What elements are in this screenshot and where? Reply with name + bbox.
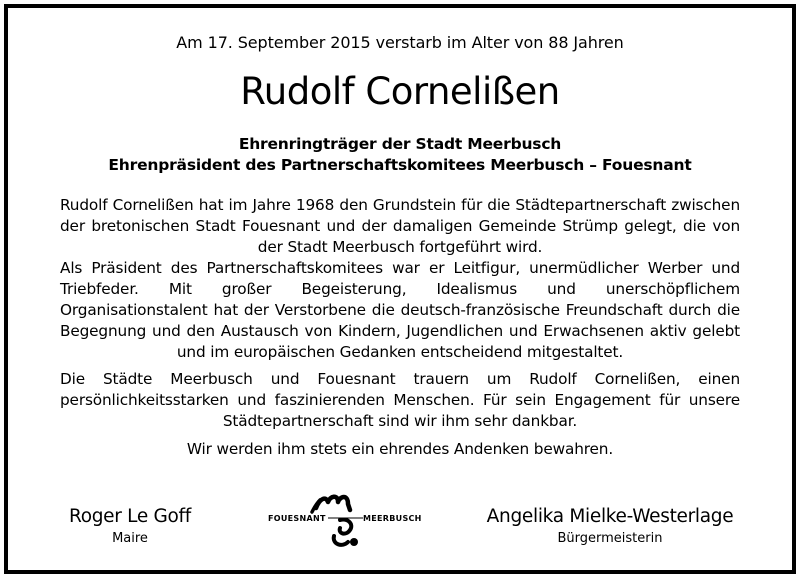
closing-line: Wir werden ihm stets ein ehrendes Andenken bewahren. [186, 440, 614, 458]
signature-right [455, 506, 765, 547]
logo-text-right: MEERBUSCH [363, 514, 422, 523]
partnership-logo-icon [268, 490, 423, 560]
signer-name-left: Roger Le Goff [69, 506, 191, 527]
intro-line: Am 17. September 2015 verstarb im Alter von 88 Jahren [176, 33, 624, 52]
deceased-name: Rudolf Cornelißen [240, 70, 560, 113]
signer-title-right: Bürgermeisterin [557, 531, 663, 546]
signer-name-right: Angelika Mielke-Westerlage [486, 506, 734, 527]
honors-block [0, 134, 800, 176]
paragraph-1: Rudolf Cornelißen hat im Jahre 1968 den Grundstein für die Städtepartnerschaft zwischen der bretonischen Stadt Fouesnant und der damaligen Gemeinde Strümp gelegt, die von der Stadt Meerbusch fortgeführt wird. [60, 196, 740, 256]
partnership-logo [268, 490, 423, 560]
paragraph-3: Die Städte Meerbusch und Fouesnant trauern um Rudolf Cornelißen, einen persönlichkeitsstarken und faszinierenden Menschen. Für sein Engagement für unsere Städtepartnerschaft sind wir ihm sehr dankbar. [60, 370, 740, 430]
signature-left [40, 506, 220, 547]
logo-text-left: FOUESNANT [268, 514, 326, 523]
honor-title-2: Ehrenpräsident des Partnerschaftskomitees Meerbusch – Fouesnant [108, 156, 692, 174]
paragraph-2: Als Präsident des Partnerschaftskomitees war er Leitfigur, unermüdlicher Werber und Triebfeder. Mit großer Begeisterung, Idealismus und unerschöpflichem Organisationstalent hat der Verstorbene die deutsch-französische Freundschaft durch die Begegnung und den Austausch von Kindern, Jugendlichen und Erwachsenen aktiv gelebt und im europäischen Gedanken entscheidend mitgestaltet. [60, 259, 740, 361]
signer-title-left: Maire [112, 531, 148, 546]
honor-title-1: Ehrenringträger der Stadt Meerbusch [238, 135, 562, 153]
notice-body [60, 195, 740, 460]
